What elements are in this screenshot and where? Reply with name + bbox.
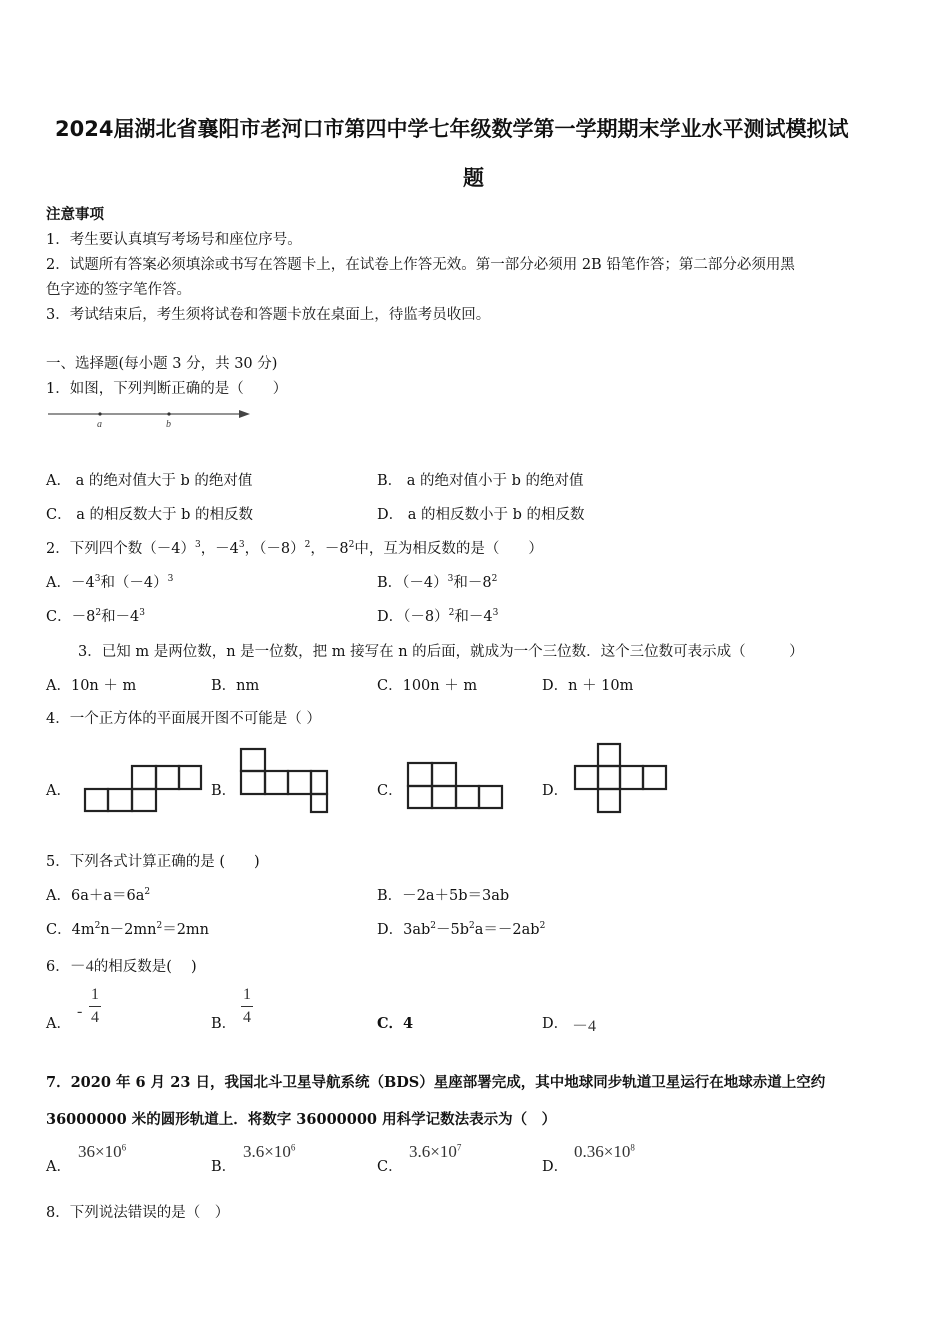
- exp: 3: [492, 608, 499, 619]
- txt: 3.6×10: [243, 1142, 291, 1161]
- exp: 3: [238, 540, 245, 551]
- txt: B．（－4）: [377, 575, 448, 591]
- section-header: 一、选择题(每小题 3 分，共 30 分): [46, 356, 278, 372]
- q5-option-b: B．－2a＋5b＝3ab: [377, 888, 510, 904]
- cube-net-a: [82, 760, 204, 814]
- number-line-arrow: [239, 410, 250, 418]
- q6-stem: [46, 953, 197, 976]
- q1-stem: 1．如图，下列判断正确的是（ ）: [46, 381, 288, 397]
- exp: 2: [539, 921, 546, 932]
- txt: 6．: [46, 959, 70, 975]
- q3-option-c: C．100n ＋ m: [377, 678, 478, 694]
- q6-option-d-value: －4: [572, 1018, 597, 1035]
- q8-stem: 8．下列说法错误的是（ ）: [46, 1205, 230, 1221]
- exp: 2: [94, 921, 101, 932]
- txt: 3.6×10: [409, 1142, 457, 1161]
- q4-option-b: B．: [211, 783, 237, 799]
- exp: 2: [469, 921, 475, 932]
- fraction-bar: [89, 1006, 101, 1007]
- fraction-bar: [241, 1006, 253, 1007]
- q5-option-a: [46, 884, 150, 905]
- q1-option-a: A． a 的绝对值大于 b 的绝对值: [46, 473, 253, 489]
- q2-stem-part: ，（－8）: [244, 541, 305, 557]
- q6-option-b-label: B．: [211, 1016, 237, 1032]
- q2-stem-part: ，－4: [200, 541, 239, 557]
- q2-stem: [46, 537, 543, 558]
- q2-stem-part: ，－8: [310, 541, 349, 557]
- q6-option-d-label: D．: [542, 1016, 569, 1032]
- numerator: 1: [91, 986, 99, 1003]
- txt: C．4m: [46, 922, 95, 938]
- q7-option-d-value: [574, 1142, 635, 1162]
- txt: D．3ab: [377, 922, 431, 938]
- txt: 0.36×10: [574, 1142, 631, 1161]
- exp: 3: [94, 574, 101, 585]
- q7-option-a-value: [78, 1142, 126, 1162]
- txt: n－2mn: [100, 922, 157, 938]
- q6-option-a-fraction: [89, 987, 101, 1026]
- q7-option-b-label: B．: [211, 1159, 237, 1175]
- exp: 7: [456, 1142, 462, 1153]
- exp: 3: [139, 608, 146, 619]
- txt: D．（－8）: [377, 609, 449, 625]
- txt: A．－4: [46, 575, 95, 591]
- q3-option-d: D．n ＋ 10m: [542, 678, 634, 694]
- q1-option-c: C． a 的相反数大于 b 的相反数: [46, 507, 253, 523]
- exp: 6: [290, 1142, 296, 1153]
- q2-option-b: [377, 571, 497, 592]
- q4-option-c: C．: [377, 783, 403, 799]
- notice-item-2: 2．试题所有答案必须填涂或书写在答题卡上，在试卷上作答无效。第一部分必须用 2B 铅笔作答；第二部分必须用黑: [46, 257, 795, 273]
- q6-option-c: C．4: [377, 1015, 414, 1032]
- q4-option-a: A．: [46, 783, 71, 799]
- q7-option-d-label: D．: [542, 1159, 569, 1175]
- q1-option-d: D． a 的相反数小于 b 的相反数: [377, 507, 585, 523]
- q3-stem: 3．已知 m 是两位数，n 是一位数，把 m 接写在 n 的后面，就成为一个三位数．这个三位数可表示成（ ）: [78, 644, 804, 660]
- q2-option-c: [46, 605, 145, 626]
- q7-option-c-value: [409, 1142, 461, 1162]
- txt: a＝－2ab: [474, 922, 540, 938]
- q2-stem-part: 中，互为相反数的是（ ）: [354, 541, 543, 557]
- label-b: b: [166, 419, 171, 430]
- q2-option-d: [377, 605, 498, 626]
- page-title-line1: 2024届湖北省襄阳市老河口市第四中学七年级数学第一学期期末学业水平测试模拟试: [55, 117, 849, 141]
- q3-option-a: A．10n ＋ m: [46, 678, 137, 694]
- txt: 和－4: [454, 609, 493, 625]
- q7-option-c-label: C．: [377, 1159, 403, 1175]
- exp: 2: [430, 921, 437, 932]
- q6-option-b-fraction: [241, 987, 253, 1026]
- txt: 和（－4）: [100, 575, 168, 591]
- q6-option-a-sign: -: [77, 1003, 83, 1020]
- notice-heading: 注意事项: [46, 206, 104, 223]
- point-a: [98, 412, 101, 415]
- denominator: 4: [243, 1009, 251, 1026]
- txt: 的相反数是( ): [93, 959, 197, 975]
- q7-stem-line2: 36000000 米的圆形轨道上．将数字 36000000 用科学记数法表示为（ ）: [46, 1111, 557, 1128]
- exp: 8: [630, 1142, 635, 1153]
- exp: 2: [448, 608, 455, 619]
- exp: 2: [304, 540, 311, 551]
- exp: 3: [194, 540, 201, 551]
- q2-stem-part: 2．下列四个数（－4）: [46, 541, 195, 557]
- q7-stem-line1: 7．2020 年 6 月 23 日，我国北斗卫星导航系统（BDS）星座部署完成，其中地球同步轨道卫星运行在地球赤道上空约: [46, 1074, 826, 1091]
- q6-value: －4: [69, 958, 94, 975]
- q5-option-d: [377, 918, 545, 939]
- denominator: 4: [91, 1009, 99, 1026]
- q4-option-d: D．: [542, 783, 569, 799]
- q3-option-b: B．nm: [211, 678, 260, 694]
- cube-net-d: [570, 740, 672, 816]
- point-b: [167, 412, 170, 415]
- notice-item-3: 3．考试结束后，考生须将试卷和答题卡放在桌面上，待监考员收回。: [46, 307, 491, 323]
- exp: 2: [491, 574, 498, 585]
- cube-net-c: [404, 758, 506, 812]
- cube-net-b: [236, 745, 332, 815]
- txt: 和－8: [453, 575, 492, 591]
- q7-option-a-label: A．: [46, 1159, 71, 1175]
- q6-option-a-label: A．: [46, 1016, 71, 1032]
- q4-stem: 4．一个正方体的平面展开图不可能是（ ）: [46, 711, 321, 727]
- exp: 3: [167, 574, 174, 585]
- page-title-line2: 题: [463, 166, 484, 190]
- exp: 3: [447, 574, 454, 585]
- q1-option-b: B． a 的绝对值小于 b 的绝对值: [377, 473, 584, 489]
- txt: A．6a＋a＝6a: [46, 888, 145, 904]
- q5-stem: 5．下列各式计算正确的是 ( ): [46, 854, 260, 870]
- notice-item-2-cont: 色字迹的签字笔作答。: [46, 282, 191, 298]
- notice-item-1: 1．考生要认真填写考场号和座位序号。: [46, 232, 302, 248]
- txt: 和－4: [101, 609, 140, 625]
- number-line-figure: [46, 404, 256, 430]
- numerator: 1: [243, 986, 251, 1003]
- txt: 36×10: [78, 1142, 122, 1161]
- txt: ＝2mn: [162, 922, 210, 938]
- exp: 2: [144, 887, 151, 898]
- exp: 2: [348, 540, 355, 551]
- q7-option-b-value: [243, 1142, 295, 1162]
- exp: 6: [121, 1142, 127, 1153]
- q2-option-a: [46, 571, 173, 592]
- exp: 2: [95, 608, 102, 619]
- txt: －5b: [436, 922, 470, 938]
- exp: 2: [156, 921, 163, 932]
- txt: C．－8: [46, 609, 96, 625]
- q5-option-c: [46, 918, 209, 939]
- label-a: a: [97, 419, 102, 430]
